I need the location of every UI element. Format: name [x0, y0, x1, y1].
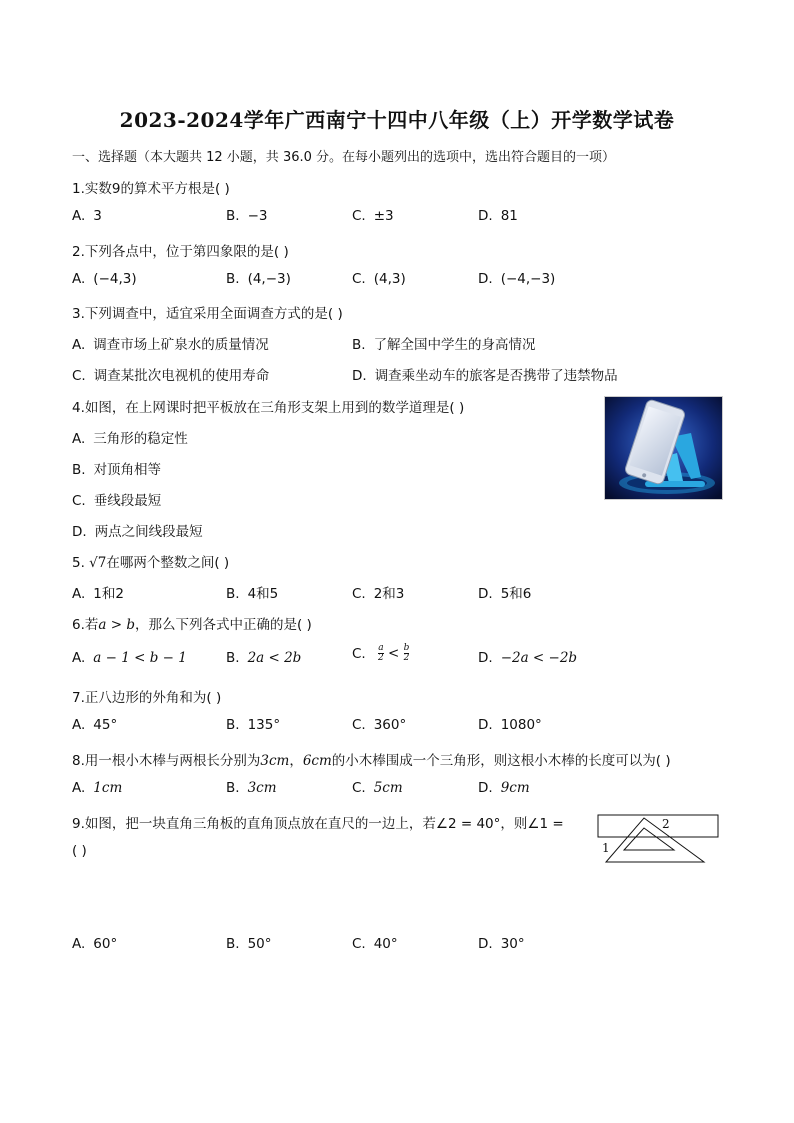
question-1-stem: 1.实数9的算术平方根是( )	[72, 181, 230, 197]
fraction-a-over-2: $\frac{a}{2}$	[378, 643, 384, 663]
question-4-stem: 4.如图，在上网课时把平板放在三角形支架上用到的数学道理是( )	[72, 400, 465, 416]
q7-option-b[interactable]: B. 135°	[226, 717, 281, 733]
q3-option-b[interactable]: B. 了解全国中学生的身高情况	[352, 337, 536, 353]
q4-option-d[interactable]: D. 两点之间线段最短	[72, 524, 203, 540]
question-6-stem: 6.若a > b，那么下列各式中正确的是( )	[72, 617, 312, 633]
q9-option-a[interactable]: A. 60°	[72, 936, 118, 952]
q1-option-d[interactable]: D. 81	[478, 208, 518, 224]
q2-option-b[interactable]: B. (4,−3)	[226, 271, 291, 287]
page-title: 2023-2024学年广西南宁十四中八年级（上）开学数学试卷	[119, 108, 675, 132]
question-8-stem: 8.用一根小木棒与两根长分别为3cm，6cm的小木棒围成一个三角形，则这根小木棒的长度可以为( )	[72, 753, 671, 769]
q3-option-d[interactable]: D. 调查乘坐动车的旅客是否携带了违禁物品	[352, 368, 618, 384]
question-2-stem: 2.下列各点中，位于第四象限的是( )	[72, 244, 289, 260]
q5-option-a[interactable]: A. 1和2	[72, 586, 124, 602]
q4-option-c[interactable]: C. 垂线段最短	[72, 493, 162, 509]
q8-option-a[interactable]: A. 1cm	[72, 780, 123, 796]
q7-option-c[interactable]: C. 360°	[352, 717, 407, 733]
angle-label-2: 2	[662, 817, 670, 831]
q1-option-a[interactable]: A. 3	[72, 208, 102, 224]
sqrt-seven: √7	[89, 555, 107, 571]
q7-option-d[interactable]: D. 1080°	[478, 717, 542, 733]
tablet-stand-image	[604, 396, 723, 500]
q2-option-a[interactable]: A. (−4,3)	[72, 271, 137, 287]
q1-option-c[interactable]: C. ±3	[352, 208, 394, 224]
q4-option-a[interactable]: A. 三角形的稳定性	[72, 431, 188, 447]
angle-label-1: 1	[602, 841, 610, 855]
q4-option-b[interactable]: B. 对顶角相等	[72, 462, 162, 478]
q2-option-d[interactable]: D. (−4,−3)	[478, 271, 556, 287]
q3-option-a[interactable]: A. 调查市场上矿泉水的质量情况	[72, 337, 269, 353]
q5-option-b[interactable]: B. 4和5	[226, 586, 279, 602]
ruler-triangle-figure	[594, 812, 722, 866]
question-9-blank: ( )	[72, 843, 87, 859]
question-7-stem: 7.正八边形的外角和为( )	[72, 690, 222, 706]
fraction-b-over-2: $\frac{b}{2}$	[403, 643, 410, 663]
q6-option-c[interactable]: C. $\frac{a}{2}$ < $\frac{b}{2}$	[352, 643, 410, 663]
q6-option-a[interactable]: A. a − 1 < b − 1	[72, 650, 187, 666]
question-5-stem: 5. √7在哪两个整数之间( )	[72, 555, 230, 571]
q1-option-b[interactable]: B. −3	[226, 208, 268, 224]
q5-option-c[interactable]: C. 2和3	[352, 586, 405, 602]
q8-option-d[interactable]: D. 9cm	[478, 780, 530, 796]
q9-option-c[interactable]: C. 40°	[352, 936, 398, 952]
q6-option-d[interactable]: D. −2a < −2b	[478, 650, 578, 666]
q8-option-c[interactable]: C. 5cm	[352, 780, 403, 796]
q9-option-d[interactable]: D. 30°	[478, 936, 525, 952]
q8-option-b[interactable]: B. 3cm	[226, 780, 277, 796]
section-heading: 一、选择题（本大题共 12 小题，共 36.0 分。在每小题列出的选项中，选出符合题目的一项）	[72, 150, 616, 165]
q2-option-c[interactable]: C. (4,3)	[352, 271, 406, 287]
question-3-stem: 3.下列调查中，适宜采用全面调查方式的是( )	[72, 306, 343, 322]
q6-option-b[interactable]: B. 2a < 2b	[226, 650, 302, 666]
q3-option-c[interactable]: C. 调查某批次电视机的使用寿命	[72, 368, 270, 384]
q9-option-b[interactable]: B. 50°	[226, 936, 272, 952]
q7-option-a[interactable]: A. 45°	[72, 717, 118, 733]
question-9-stem: 9.如图，把一块直角三角板的直角顶点放在直尺的一边上，若∠2 = 40°，则∠1 =	[72, 816, 564, 832]
q5-option-d[interactable]: D. 5和6	[478, 586, 532, 602]
